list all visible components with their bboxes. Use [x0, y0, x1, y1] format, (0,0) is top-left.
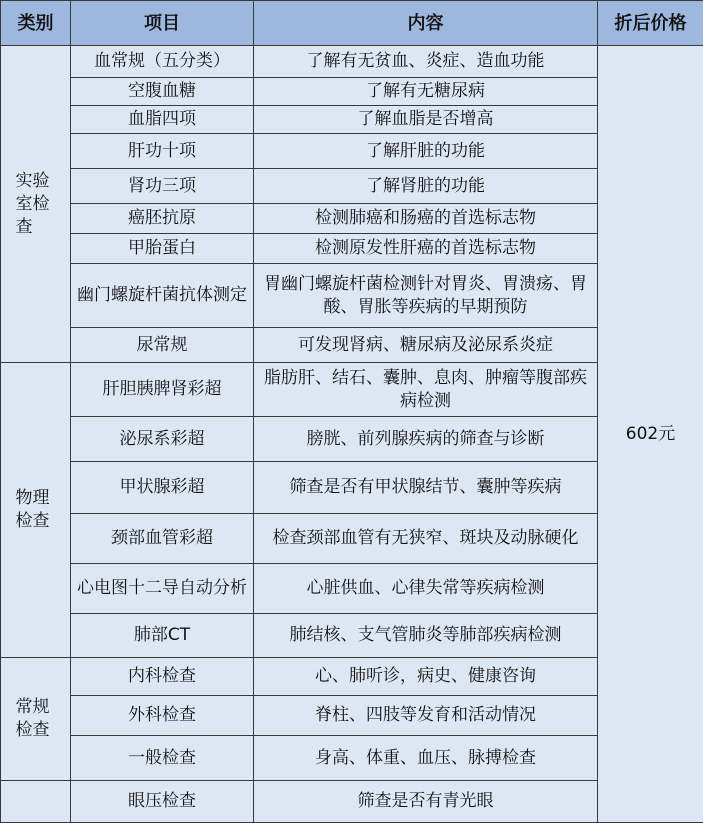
item-cell: 甲胎蛋白 — [71, 234, 254, 264]
content-cell: 身高、体重、血压、脉搏检查 — [254, 736, 598, 781]
header-item: 项目 — [71, 1, 254, 46]
item-cell: 眼压检查 — [71, 781, 254, 823]
header-category: 类别 — [1, 1, 71, 46]
header-price: 折后价格 — [598, 1, 703, 46]
content-cell: 检测原发性肝癌的首选标志物 — [254, 234, 598, 264]
content-cell: 检测肺癌和肠癌的首选标志物 — [254, 204, 598, 234]
item-cell: 肾功三项 — [71, 169, 254, 204]
content-cell: 肺结核、支气管肺炎等肺部疾病检测 — [254, 614, 598, 658]
content-cell: 心脏供血、心律失常等疾病检测 — [254, 564, 598, 614]
item-cell: 肺部CT — [71, 614, 254, 658]
price-cell: 602元 — [598, 46, 703, 823]
category-cell: 物理检查 — [1, 363, 71, 658]
content-cell: 脊柱、四肢等发育和活动情况 — [254, 696, 598, 736]
content-cell: 筛查是否有青光眼 — [254, 781, 598, 823]
item-cell: 内科检查 — [71, 658, 254, 696]
item-cell: 颈部血管彩超 — [71, 514, 254, 564]
item-cell: 空腹血糖 — [71, 78, 254, 106]
content-cell: 检查颈部血管有无狭窄、斑块及动脉硬化 — [254, 514, 598, 564]
item-cell: 肝功十项 — [71, 134, 254, 169]
item-cell: 幽门螺旋杆菌抗体测定 — [71, 264, 254, 328]
content-cell: 心、肺听诊，病史、健康咨询 — [254, 658, 598, 696]
category-cell — [1, 781, 71, 823]
item-cell: 血脂四项 — [71, 106, 254, 134]
content-cell: 膀胱、前列腺疾病的筛查与诊断 — [254, 417, 598, 462]
content-cell: 了解血脂是否增高 — [254, 106, 598, 134]
content-cell: 脂肪肝、结石、囊肿、息肉、肿瘤等腹部疾病检测 — [254, 363, 598, 417]
content-cell: 了解有无糖尿病 — [254, 78, 598, 106]
content-cell: 了解肾脏的功能 — [254, 169, 598, 204]
item-cell: 一般检查 — [71, 736, 254, 781]
content-cell: 胃幽门螺旋杆菌检测针对胃炎、胃溃疡、胃酸、胃胀等疾病的早期预防 — [254, 264, 598, 328]
item-cell: 肝胆胰脾肾彩超 — [71, 363, 254, 417]
table-row — [1, 46, 703, 78]
content-cell: 筛查是否有甲状腺结节、囊肿等疾病 — [254, 462, 598, 514]
item-cell: 甲状腺彩超 — [71, 462, 254, 514]
category-cell: 实验室检查 — [1, 46, 71, 363]
item-cell: 癌胚抗原 — [71, 204, 254, 234]
header-row — [1, 1, 703, 46]
content-cell: 可发现肾病、糖尿病及泌尿系炎症 — [254, 328, 598, 363]
header-content: 内容 — [254, 1, 598, 46]
item-cell: 尿常规 — [71, 328, 254, 363]
content-cell: 了解肝脏的功能 — [254, 134, 598, 169]
item-cell: 外科检查 — [71, 696, 254, 736]
content-cell: 了解有无贫血、炎症、造血功能 — [254, 46, 598, 78]
item-cell: 泌尿系彩超 — [71, 417, 254, 462]
item-cell: 心电图十二导自动分析 — [71, 564, 254, 614]
category-cell: 常规检查 — [1, 658, 71, 781]
item-cell: 血常规（五分类） — [71, 46, 254, 78]
